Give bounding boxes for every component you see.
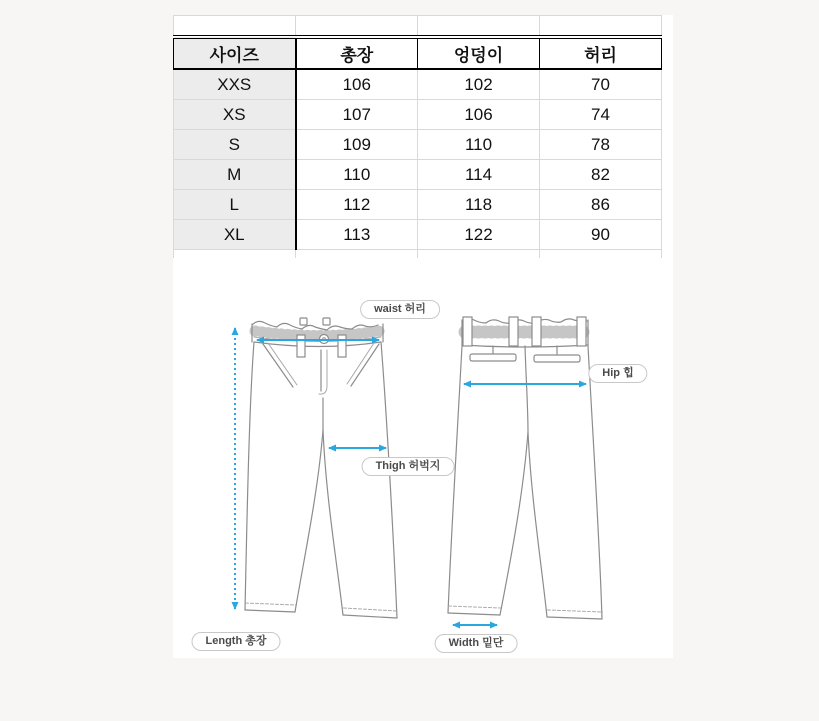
measure-cell: 110	[296, 160, 418, 190]
size-cell: S	[174, 130, 296, 160]
empty-cell	[540, 250, 662, 259]
measure-cell: 122	[418, 220, 540, 250]
hip-label-pill: Hip 힙	[588, 364, 647, 383]
table-row	[174, 160, 662, 190]
measure-cell: 78	[540, 130, 662, 160]
size-cell: XXS	[174, 69, 296, 100]
length-label-pill: Length 총장	[192, 632, 281, 651]
thigh-label-pill: Thigh 허벅지	[362, 457, 455, 476]
size-cell: XL	[174, 220, 296, 250]
pants-back-view	[448, 317, 603, 619]
measure-cell: 109	[296, 130, 418, 160]
measure-cell: 107	[296, 100, 418, 130]
measure-cell: 106	[418, 100, 540, 130]
table-row	[174, 190, 662, 220]
table-row	[174, 220, 662, 250]
empty-cell	[418, 16, 540, 38]
size-cell: L	[174, 190, 296, 220]
col-header-waist: 허리	[540, 37, 662, 69]
measurement-arrows	[235, 328, 586, 625]
table-tail-row	[174, 250, 662, 259]
table-spacer-row	[174, 16, 662, 38]
waist-label-pill: waist 허리	[360, 300, 440, 319]
measure-cell: 70	[540, 69, 662, 100]
measure-cell: 102	[418, 69, 540, 100]
empty-cell	[296, 250, 418, 259]
measure-cell: 74	[540, 100, 662, 130]
measure-cell: 90	[540, 220, 662, 250]
table-header-row	[174, 37, 662, 69]
product-info-panel	[173, 15, 673, 658]
measure-cell: 114	[418, 160, 540, 190]
measure-cell: 110	[418, 130, 540, 160]
width-label-pill: Width 밑단	[435, 634, 518, 653]
empty-cell	[174, 16, 296, 38]
col-header-hip: 엉덩이	[418, 37, 540, 69]
size-cell: M	[174, 160, 296, 190]
size-chart-table	[173, 15, 662, 258]
table-row	[174, 100, 662, 130]
measure-cell: 113	[296, 220, 418, 250]
empty-cell	[540, 16, 662, 38]
measure-cell: 82	[540, 160, 662, 190]
measure-cell: 118	[418, 190, 540, 220]
empty-cell	[418, 250, 540, 259]
table-row	[174, 69, 662, 100]
empty-cell	[296, 16, 418, 38]
col-header-total-length: 총장	[296, 37, 418, 69]
measure-cell: 86	[540, 190, 662, 220]
measure-cell: 112	[296, 190, 418, 220]
table-row	[174, 130, 662, 160]
size-cell: XS	[174, 100, 296, 130]
col-header-size: 사이즈	[174, 37, 296, 69]
empty-cell	[174, 250, 296, 259]
measure-cell: 106	[296, 69, 418, 100]
